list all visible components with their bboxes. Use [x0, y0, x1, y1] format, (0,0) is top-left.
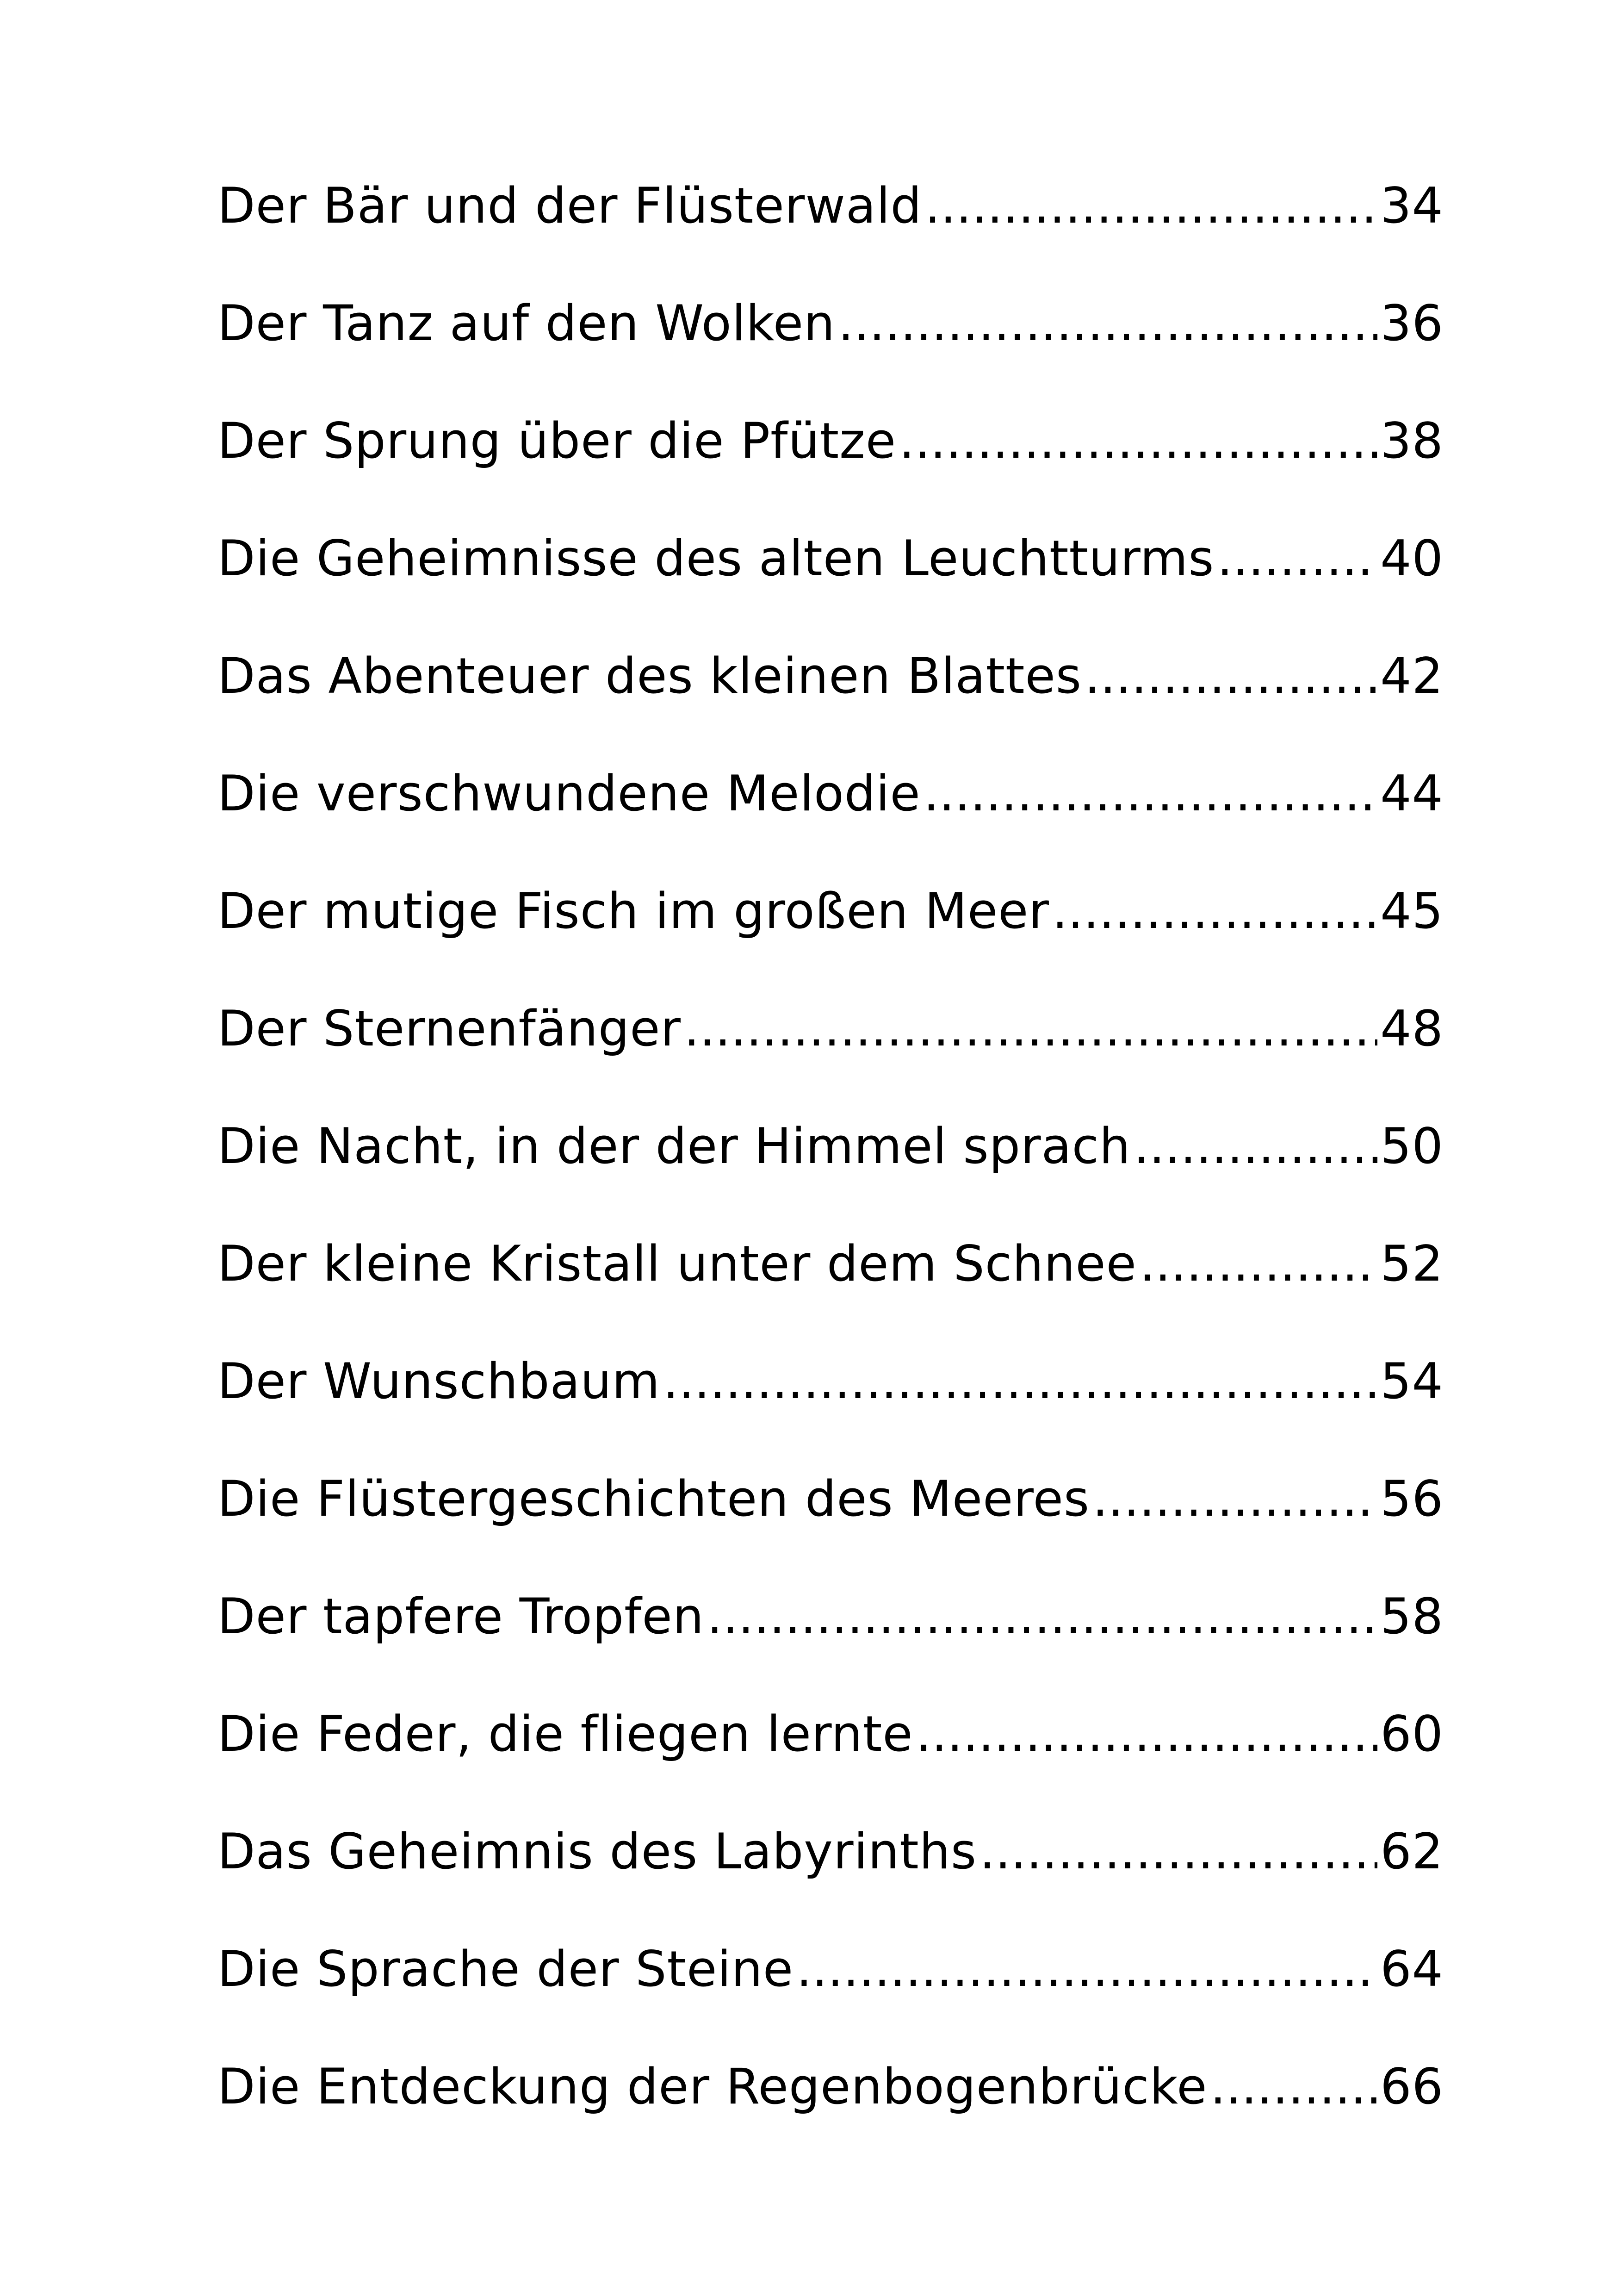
toc-entry-page-number: 58	[1380, 1588, 1444, 1645]
toc-entry[interactable]	[217, 1675, 1444, 1793]
toc-entry[interactable]	[217, 1793, 1444, 1910]
toc-dot-leader	[1134, 1122, 1377, 1171]
toc-dot-leader	[1092, 1475, 1377, 1524]
toc-dot-leader	[1140, 1239, 1377, 1288]
toc-entry-page-number: 50	[1380, 1118, 1444, 1175]
toc-dot-leader	[838, 299, 1377, 348]
table-of-contents	[217, 147, 1444, 2146]
toc-entry-page-number: 54	[1380, 1353, 1444, 1410]
toc-entry[interactable]	[217, 382, 1444, 500]
toc-entry[interactable]	[217, 500, 1444, 617]
toc-entry-page-number: 42	[1380, 647, 1444, 704]
toc-entry-page-number: 48	[1380, 1000, 1444, 1057]
toc-dot-leader	[707, 1592, 1377, 1641]
toc-entry-page-number: 66	[1380, 2058, 1444, 2115]
toc-entry-page-number: 36	[1380, 295, 1444, 352]
toc-entry-page-number: 64	[1380, 1941, 1444, 1997]
toc-entry[interactable]	[217, 147, 1444, 265]
toc-entry[interactable]	[217, 1088, 1444, 1205]
toc-dot-leader	[924, 769, 1377, 818]
toc-entry[interactable]	[217, 1440, 1444, 1558]
toc-entry-title: Die Geheimnisse des alten Leuchtturms	[217, 530, 1215, 587]
toc-entry-title: Die Flüstergeschichten des Meeres	[217, 1470, 1090, 1527]
toc-entry-title: Der Sternenfänger	[217, 1000, 682, 1057]
toc-dot-leader	[1217, 534, 1377, 583]
toc-dot-leader	[916, 1710, 1377, 1759]
toc-entry[interactable]	[217, 970, 1444, 1088]
toc-entry-title: Die Nacht, in der der Himmel sprach	[217, 1118, 1131, 1175]
toc-entry-page-number: 56	[1380, 1470, 1444, 1527]
toc-entry-page-number: 38	[1380, 412, 1444, 469]
toc-dot-leader	[1210, 2062, 1377, 2111]
toc-dot-leader	[979, 1827, 1377, 1876]
toc-dot-leader	[796, 1945, 1377, 1994]
toc-entry-page-number: 52	[1380, 1235, 1444, 1292]
toc-entry-title: Die Sprache der Steine	[217, 1941, 794, 1997]
toc-dot-leader	[663, 1357, 1377, 1406]
toc-entry-title: Der kleine Kristall unter dem Schnee	[217, 1235, 1137, 1292]
toc-entry-title: Das Geheimnis des Labyrinths	[217, 1823, 977, 1880]
toc-dot-leader	[1052, 887, 1377, 936]
toc-entry[interactable]	[217, 1323, 1444, 1440]
toc-dot-leader	[925, 181, 1377, 230]
toc-entry-title: Die verschwundene Melodie	[217, 765, 921, 822]
toc-entry-title: Der tapfere Tropfen	[217, 1588, 704, 1645]
toc-entry[interactable]	[217, 735, 1444, 852]
toc-entry-title: Der mutige Fisch im großen Meer	[217, 883, 1049, 940]
toc-entry[interactable]	[217, 2028, 1444, 2146]
toc-entry-title: Der Sprung über die Pfütze	[217, 412, 897, 469]
toc-entry[interactable]	[217, 617, 1444, 735]
toc-entry-title: Der Tanz auf den Wolken	[217, 295, 836, 352]
toc-entry-page-number: 60	[1380, 1705, 1444, 1762]
toc-entry-page-number: 45	[1380, 883, 1444, 940]
toc-entry[interactable]	[217, 852, 1444, 970]
toc-entry[interactable]	[217, 1205, 1444, 1323]
toc-entry[interactable]	[217, 1558, 1444, 1675]
toc-dot-leader	[684, 1004, 1377, 1053]
toc-dot-leader	[899, 417, 1377, 466]
toc-entry-title: Das Abenteuer des kleinen Blattes	[217, 647, 1082, 704]
toc-entry-page-number: 34	[1380, 177, 1444, 234]
toc-entry[interactable]	[217, 265, 1444, 382]
toc-dot-leader	[1085, 652, 1377, 701]
toc-entry-title: Der Bär und der Flüsterwald	[217, 177, 922, 234]
toc-entry-page-number: 40	[1380, 530, 1444, 587]
toc-entry-title: Die Feder, die fliegen lernte	[217, 1705, 913, 1762]
toc-entry-title: Die Entdeckung der Regenbogenbrücke	[217, 2058, 1208, 2115]
toc-entry-page-number: 62	[1380, 1823, 1444, 1880]
toc-entry[interactable]	[217, 1910, 1444, 2028]
toc-entry-page-number: 44	[1380, 765, 1444, 822]
toc-entry-title: Der Wunschbaum	[217, 1353, 660, 1410]
